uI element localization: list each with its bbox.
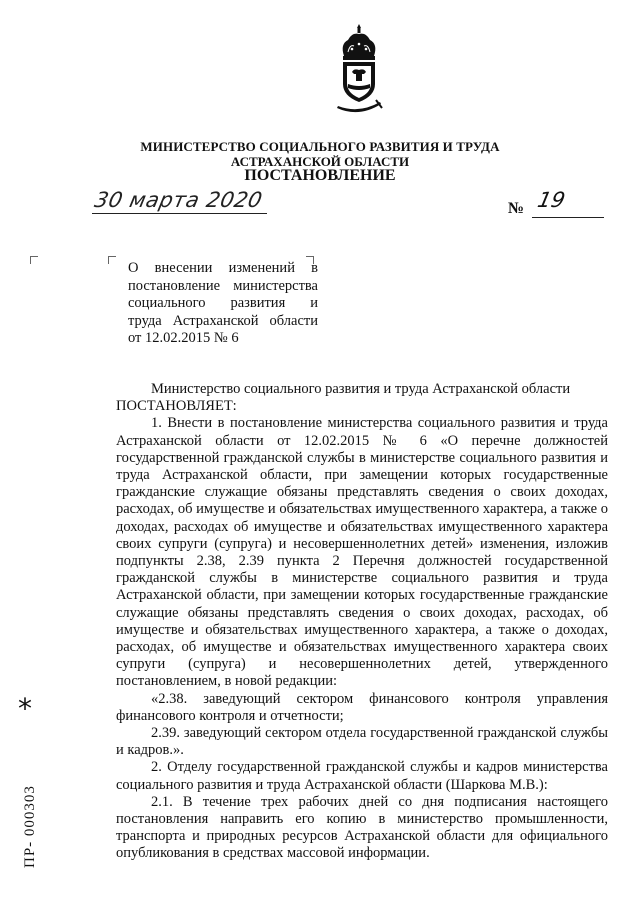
document-body — [116, 381, 608, 863]
ministry-name-line2: АСТРАХАНСКОЙ ОБЛАСТИ — [230, 154, 410, 169]
subject-line: от 12.02.2015 № 6 — [128, 330, 239, 347]
subject-line: социального развития и — [128, 295, 318, 312]
registration-number: ПР- 000303 — [22, 785, 38, 868]
subject-line: труда Астраханской области — [128, 312, 318, 329]
document-date: 30 марта 2020 — [92, 188, 265, 212]
ministry-name-line1: МИНИСТЕРСТВО СОЦИАЛЬНОГО РАЗВИТИЯ И ТРУДА — [140, 139, 500, 154]
coat-of-arms-icon — [330, 22, 388, 122]
margin-asterisk: * — [18, 692, 32, 725]
paragraph-2: 2. Отделу государственной гражданской службы и кадров министерства социального развития и труда Астраханской области (Шаркова М.В.): — [116, 759, 608, 793]
subject-line: постановление министерства — [128, 277, 318, 294]
subject-line: О внесении изменений в — [128, 260, 318, 276]
corner-mark — [30, 256, 38, 264]
document-type: ПОСТАНОВЛЕНИЕ — [244, 167, 396, 184]
subparagraph-2-39: 2.39. заведующий сектором отдела государственной гражданской службы и кадров.». — [116, 725, 608, 759]
number-underline — [532, 217, 604, 218]
document-subject — [128, 260, 318, 348]
preamble-resolves: ПОСТАНОВЛЯЕТ: — [116, 398, 237, 415]
preamble: Министерство социального развития и труда Астраханской области — [151, 381, 571, 397]
subparagraph-2-38: «2.38. заведующий сектором финансового контроля управления финансового контроля и отчетности; — [116, 690, 608, 724]
paragraph-1: 1. Внести в постановление министерства социального развития и труда Астраханской области от 12.02.2015 № 6 «О перечне должностей государственной гражданской службы в министерстве социального развития и труда Астраханской области, при замещении которых государственные гражданские служащие обязаны представлять сведения о своих доходах, расходах, об имуществе и обязательствах имущественного характера, а также о доходах, расходах об имуществе и обязательствах имущественного характера своих супруги (супруга) и несовершеннолетних детей» изменения, изложив подпункты 2.38, 2.39 пункта 2 Перечня должностей государственной гражданской службы в министерстве социального развития и труда Астраханской области, при замещении которых государственные гражданские служащие обязаны представлять сведения о своих доходах, расходах, об имуществе и обязательствах имущественного характера, а также о доходах, расходах, об имуществе и обязательствах имущественного характера своих супруги (супруга) и несовершеннолетних детей, утвержденного постановлением, в новой редакции: — [116, 415, 608, 690]
number-label: № — [508, 200, 525, 217]
date-underline — [92, 213, 267, 214]
corner-mark — [108, 256, 116, 264]
document-number: 19 — [535, 188, 568, 212]
paragraph-2-1: 2.1. В течение трех рабочих дней со дня подписания настоящего постановления направить его копию в министерство промышленности, транспорта и природных ресурсов Астраханской области для официального опубликования в средствах массовой информации. — [116, 793, 608, 862]
